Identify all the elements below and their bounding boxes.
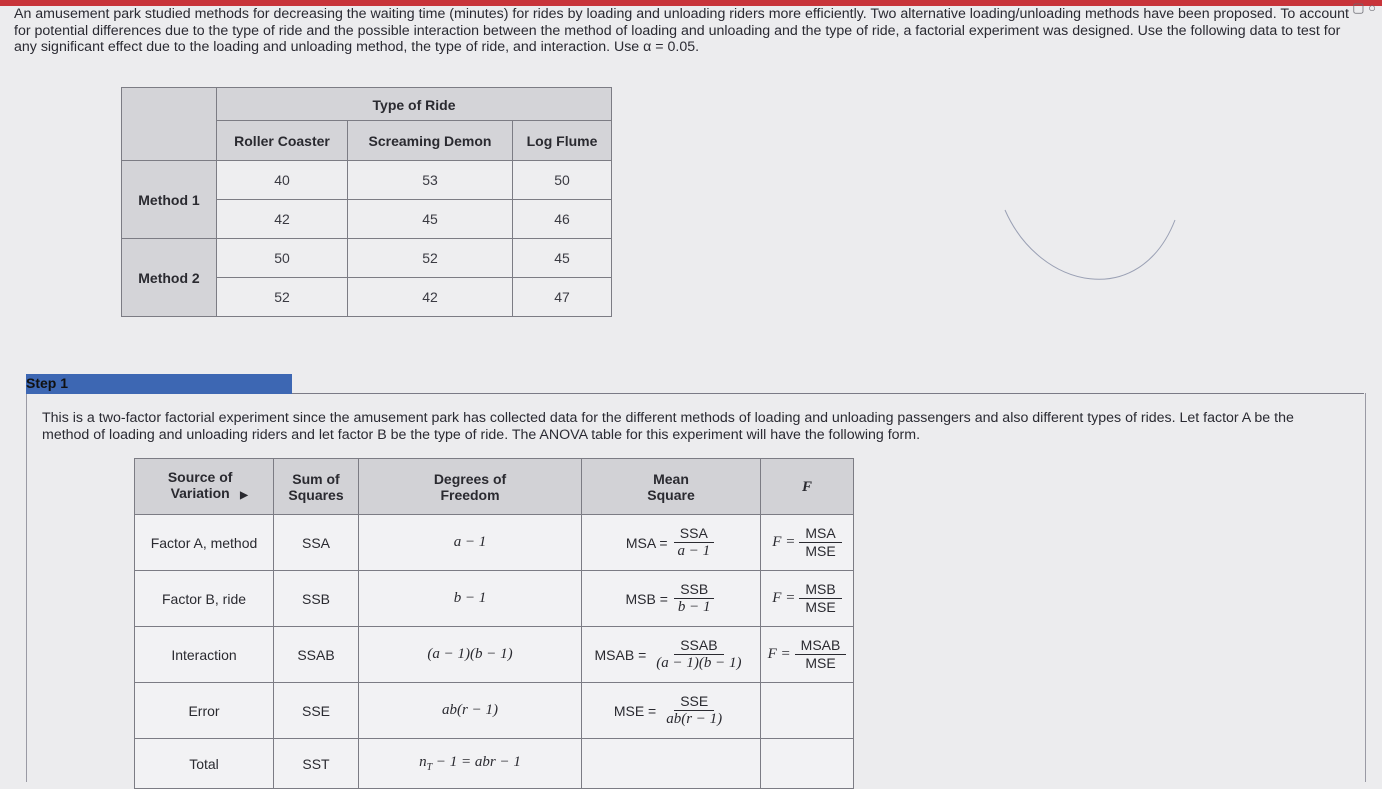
column-header: Log Flume — [513, 121, 612, 161]
ms-cell: MSA = $\frac{\text{SSA}}{a - 1}$ — [582, 515, 761, 571]
f-cell: F = $\frac{\text{MSAB}}{\text{MSE}}$ — [761, 627, 854, 683]
row-label-method-2: Method 2 — [122, 239, 217, 317]
source-cell: Factor A, method — [135, 515, 274, 571]
df-cell: a − 1 — [359, 515, 582, 571]
table-row — [135, 627, 854, 683]
df-cell: ab(r − 1) — [359, 683, 582, 739]
step-divider — [292, 393, 1364, 394]
header-sum-of-squares: Sum of Squares — [274, 459, 359, 515]
step-label: Step 1 — [26, 375, 69, 391]
df-cell: (a − 1)(b − 1) — [359, 627, 582, 683]
f-cell: F = $\frac{\text{MSB}}{\text{MSE}}$ — [761, 571, 854, 627]
ss-cell: SSA — [274, 515, 359, 571]
problem-statement: An amusement park studied methods for decreasing the waiting time (minutes) for rides by loading and unloading riders more efficiently. Two alternative loading/unloading methods have been proposed. To account for potential differences due to the type of ride and the possible interaction between the method of loading and unloading and the type of ride, a factorial experiment was designed. Use the following data to test for any significant effect due to the loading and unloading method, the type of ride, and interaction. Use α = 0.05. — [14, 6, 1349, 56]
table-row — [135, 739, 854, 789]
table-row — [135, 683, 854, 739]
header-source: Source of Variation ▶ — [135, 459, 274, 515]
data-cell: 52 — [217, 278, 348, 317]
f-cell-empty — [761, 739, 854, 789]
data-cell: 45 — [513, 239, 612, 278]
column-header: Screaming Demon — [348, 121, 513, 161]
ms-cell-empty — [582, 739, 761, 789]
row-label-method-1: Method 1 — [122, 161, 217, 239]
data-cell: 53 — [348, 161, 513, 200]
df-cell: $n_T - 1$ = abr − 1 — [359, 739, 582, 789]
ms-cell: MSAB = $\frac{\text{SSAB}}{(a - 1)(b - 1)}$ — [582, 627, 761, 683]
data-cell: 50 — [217, 239, 348, 278]
data-cell: 45 — [348, 200, 513, 239]
data-cell: 40 — [217, 161, 348, 200]
table-row — [135, 571, 854, 627]
cursor-icon: ▶ — [240, 490, 248, 501]
group-header: Type of Ride — [217, 88, 612, 121]
ms-cell: MSB = $\frac{\text{SSB}}{b - 1}$ — [582, 571, 761, 627]
header-mean-square: Mean Square — [582, 459, 761, 515]
data-cell: 47 — [513, 278, 612, 317]
header-f: F — [761, 459, 854, 515]
data-cell: 42 — [348, 278, 513, 317]
source-cell: Interaction — [135, 627, 274, 683]
data-table — [121, 87, 612, 317]
f-cell-empty — [761, 683, 854, 739]
source-cell: Error — [135, 683, 274, 739]
table-row — [135, 515, 854, 571]
source-cell: Factor B, ride — [135, 571, 274, 627]
f-cell: F = $\frac{\text{MSA}}{\text{MSE}}$ — [761, 515, 854, 571]
ss-cell: SSAB — [274, 627, 359, 683]
column-header: Roller Coaster — [217, 121, 348, 161]
pen-sketch-mark — [1000, 200, 1180, 300]
step-explanation: This is a two-factor factorial experiment since the amusement park has collected data for the different methods of loading and unloading passengers and also different types of rides. Let factor A be the method of loading and unloading riders and let factor B be the type of ride. The ANOVA table for this experiment will have the following form. — [42, 410, 1294, 443]
data-cell: 52 — [348, 239, 513, 278]
anova-table — [134, 458, 854, 789]
source-cell: Total — [135, 739, 274, 789]
ss-cell: SSE — [274, 683, 359, 739]
df-cell: b − 1 — [359, 571, 582, 627]
ms-cell: MSE = $\frac{\text{SSE}}{ab(r - 1)}$ — [582, 683, 761, 739]
ss-cell: SSB — [274, 571, 359, 627]
window-controls-icon[interactable]: ▢ ○ — [1352, 0, 1376, 15]
header-degrees-of-freedom: Degrees of Freedom — [359, 459, 582, 515]
corner-cell — [122, 88, 217, 161]
ss-cell: SST — [274, 739, 359, 789]
data-cell: 42 — [217, 200, 348, 239]
data-cell: 50 — [513, 161, 612, 200]
data-cell: 46 — [513, 200, 612, 239]
